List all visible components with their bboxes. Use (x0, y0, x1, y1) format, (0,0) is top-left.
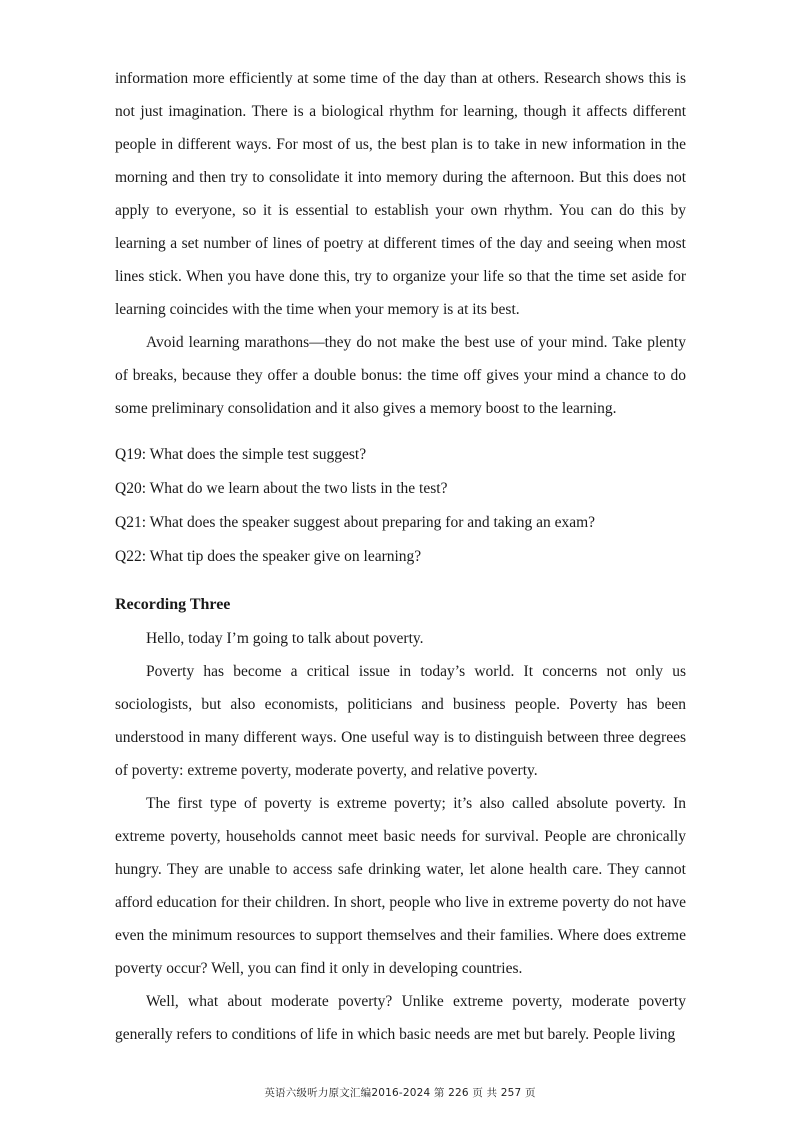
body-paragraph-1: information more efficiently at some time of the day than at others. Research shows this is not just imagination. There is a biological rhythm for learning, though it affects different people in different ways. For most of us, the best plan is to take in new information in the morning and then try to consolidate it into memory during the afternoon. But this does not apply to everyone, so it is essential to establish your own rhythm. You can do this by learning a set number of lines of poetry at different times of the day and seeing when most lines stick. When you have done this, try to organize your life so that the time set aside for learning coincides with the time when your memory is at its best. (115, 70, 686, 318)
recording-paragraph-2: Poverty has become a critical issue in today’s world. It concerns not only us sociologists, but also economists, politicians and business people. Poverty has been understood in many different ways. One useful way is to distinguish between three degrees of poverty: extreme poverty, moderate poverty, and relative poverty. (115, 663, 686, 779)
question-q19: Q19: What does the simple test suggest? (115, 446, 367, 463)
recording-paragraph-1: Hello, today I’m going to talk about poverty. (146, 630, 424, 647)
section-heading-recording-three: Recording Three (115, 596, 231, 613)
body-paragraph-2: Avoid learning marathons—they do not make the best use of your mind. Take plenty of breaks, because they offer a double bonus: the time off gives your mind a chance to do some preliminary consolidation and it also gives a memory boost to the learning. (115, 334, 686, 417)
recording-paragraph-3: The first type of poverty is extreme poverty; it’s also called absolute poverty. In extreme poverty, households cannot meet basic needs for survival. People are chronically hungry. They are unable to access safe drinking water, let alone health care. They cannot afford education for their children. In short, people who live in extreme poverty do not have even the minimum resources to support themselves and their families. Where does extreme poverty occur? Well, you can find it only in developing countries. (115, 795, 686, 977)
question-q21: Q21: What does the speaker suggest about preparing for and taking an exam? (115, 514, 596, 531)
question-q22: Q22: What tip does the speaker give on learning? (115, 548, 422, 565)
document-page (115, 62, 686, 1051)
question-list (115, 438, 686, 574)
page-footer: 英语六级听力原文汇编2016-2024 第 226 页 共 257 页 (264, 1087, 536, 1099)
question-q20: Q20: What do we learn about the two lists in the test? (115, 480, 448, 497)
recording-paragraph-4: Well, what about moderate poverty? Unlike extreme poverty, moderate poverty generally refers to conditions of life in which basic needs are met but barely. People living (115, 993, 686, 1043)
